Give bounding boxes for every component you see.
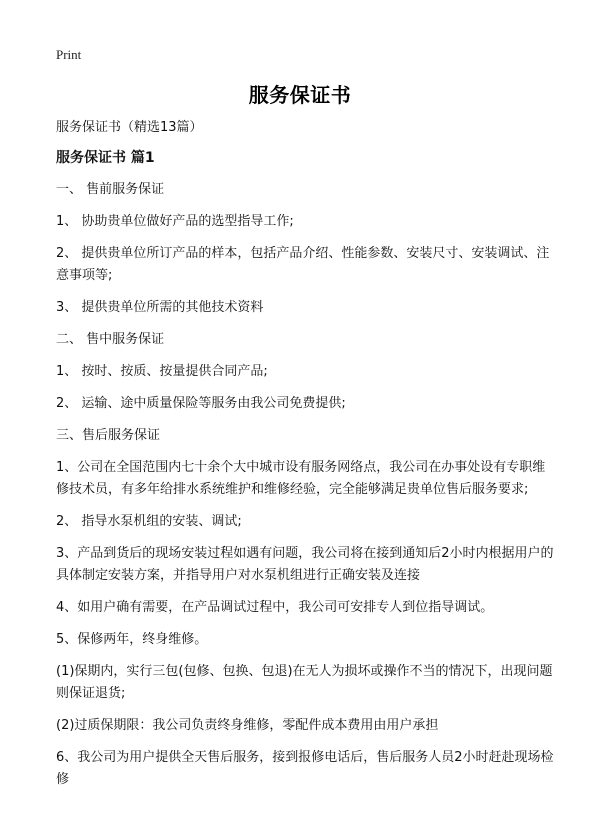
paragraph: 1、 按时、按质、按量提供合同产品; (56, 364, 268, 379)
paragraph: 4、如用户确有需要，在产品调试过程中，我公司可安排专人到位指导调试。 (56, 600, 494, 615)
paragraph: (2)过质保期限：我公司负责终身维修，零配件成本费用由用户承担 (56, 718, 439, 733)
paragraph: 二、 售中服务保证 (56, 332, 165, 347)
paragraph: 3、产品到货后的现场安装过程如遇有问题，我公司将在接到通知后2小时内根据用户的具体制定安装方案，并指导用户对水泵机组进行正确安装及连接 (56, 546, 554, 583)
document-body (56, 117, 554, 801)
paragraph: 三、售后服务保证 (56, 428, 161, 443)
print-link[interactable]: Print (56, 47, 82, 62)
paragraph: 2、 运输、途中质量保险等服务由我公司免费提供; (56, 396, 346, 411)
paragraph: 1、公司在全国范围内七十余个大中城市设有服务网络点，我公司在办事处设有专职维修技术员，有多年给排水系统维护和维修经验，完全能够满足贵单位售后服务要求; (56, 460, 546, 497)
paragraph: 5、保修两年，终身维修。 (56, 632, 208, 647)
paragraph: 6、我公司为用户提供全天售后服务，接到报修电话后，售后服务人员2小时赶赴现场检修 (56, 750, 554, 787)
paragraph: 一、 售前服务保证 (56, 182, 165, 197)
paragraph: 1、 协助贵单位做好产品的选型指导工作; (56, 214, 294, 229)
paragraph: (1)保期内，实行三包(包修、包换、包退)在无人为损坏或操作不当的情况下，出现问题则保证退货; (56, 664, 553, 701)
paragraph: 2、 指导水泵机组的安装、调试; (56, 514, 242, 529)
paragraph: 2、 提供贵单位所订产品的样本，包括产品介绍、性能参数、安装尺寸、安装调试、注意事项等; (56, 246, 550, 283)
paragraph: 3、 提供贵单位所需的其他技术资料 (56, 300, 264, 315)
document-subtitle: 服务保证书（精选13篇） (56, 120, 203, 135)
section-heading: 服务保证书 篇1 (56, 150, 155, 166)
document-title: 服务保证书 (248, 83, 352, 107)
